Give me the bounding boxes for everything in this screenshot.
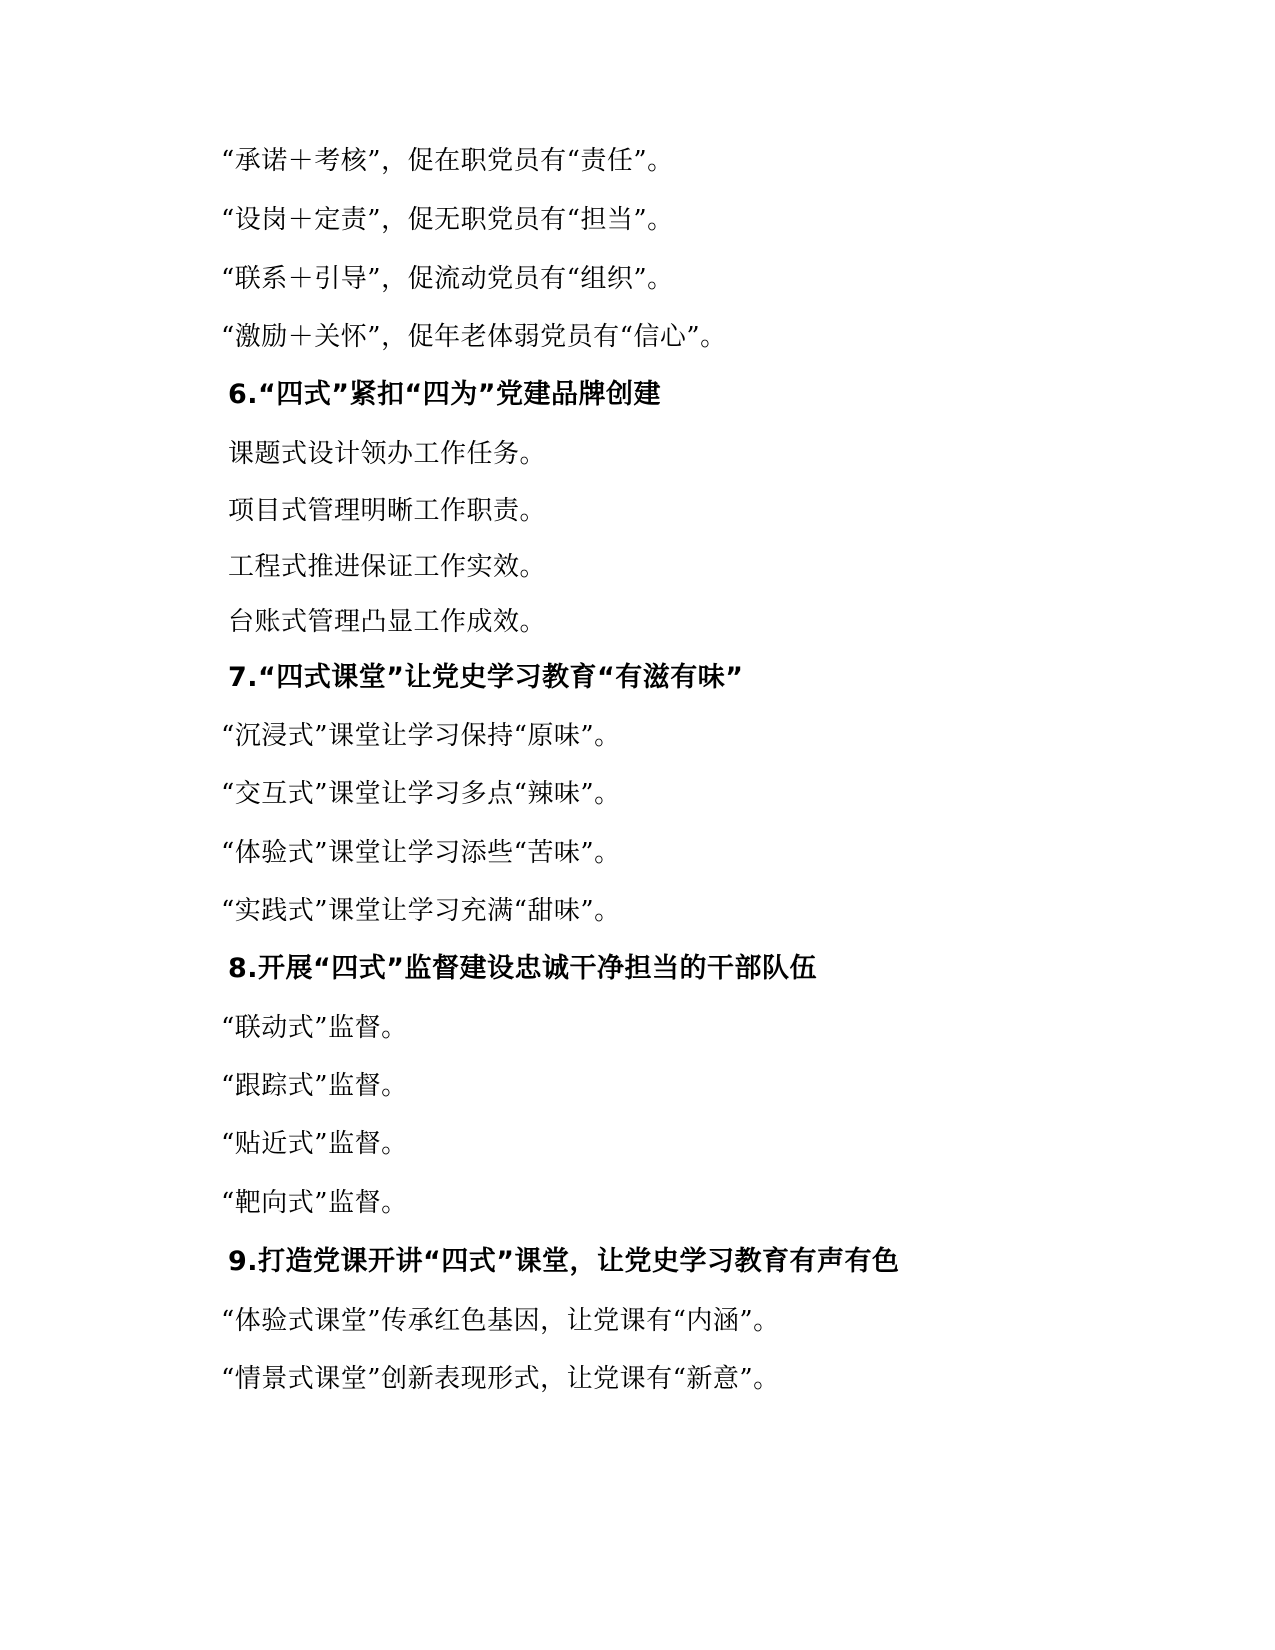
body-line: “激励＋关怀”，促年老体弱党员有“信心”。 bbox=[221, 322, 727, 352]
body-line: “靶向式”监督。 bbox=[221, 1188, 408, 1218]
body-line: “贴近式”监督。 bbox=[221, 1129, 408, 1159]
body-line: “承诺＋考核”，促在职党员有“责任”。 bbox=[221, 146, 674, 176]
body-line: 项目式管理明晰工作职责。 bbox=[228, 496, 547, 526]
body-line: “设岗＋定责”，促无职党员有“担当”。 bbox=[221, 205, 674, 235]
body-line: “联动式”监督。 bbox=[221, 1013, 408, 1043]
body-line: 工程式推进保证工作实效。 bbox=[228, 552, 547, 582]
body-line: “联系＋引导”，促流动党员有“组织”。 bbox=[221, 264, 674, 294]
body-line: “沉浸式”课堂让学习保持“原味”。 bbox=[221, 721, 621, 751]
body-line: “实践式”课堂让学习充满“甜味”。 bbox=[221, 896, 621, 926]
section-heading: 7.“四式课堂”让党史学习教育“有滋有味” bbox=[228, 662, 744, 693]
section-heading: 6.“四式”紧扣“四为”党建品牌创建 bbox=[228, 379, 662, 410]
section-heading: 8.开展“四式”监督建设忠诚干净担当的干部队伍 bbox=[228, 953, 818, 984]
body-line: “体验式”课堂让学习添些“苦味”。 bbox=[221, 838, 621, 868]
body-line: 课题式设计领办工作任务。 bbox=[228, 439, 547, 469]
section-heading: 9.打造党课开讲“四式”课堂，让党史学习教育有声有色 bbox=[228, 1246, 900, 1277]
body-line: “跟踪式”监督。 bbox=[221, 1071, 408, 1101]
body-line: “情景式课堂”创新表现形式，让党课有“新意”。 bbox=[221, 1364, 780, 1394]
body-line: “体验式课堂”传承红色基因，让党课有“内涵”。 bbox=[221, 1306, 780, 1336]
body-line: 台账式管理凸显工作成效。 bbox=[228, 607, 547, 637]
body-line: “交互式”课堂让学习多点“辣味”。 bbox=[221, 779, 621, 809]
